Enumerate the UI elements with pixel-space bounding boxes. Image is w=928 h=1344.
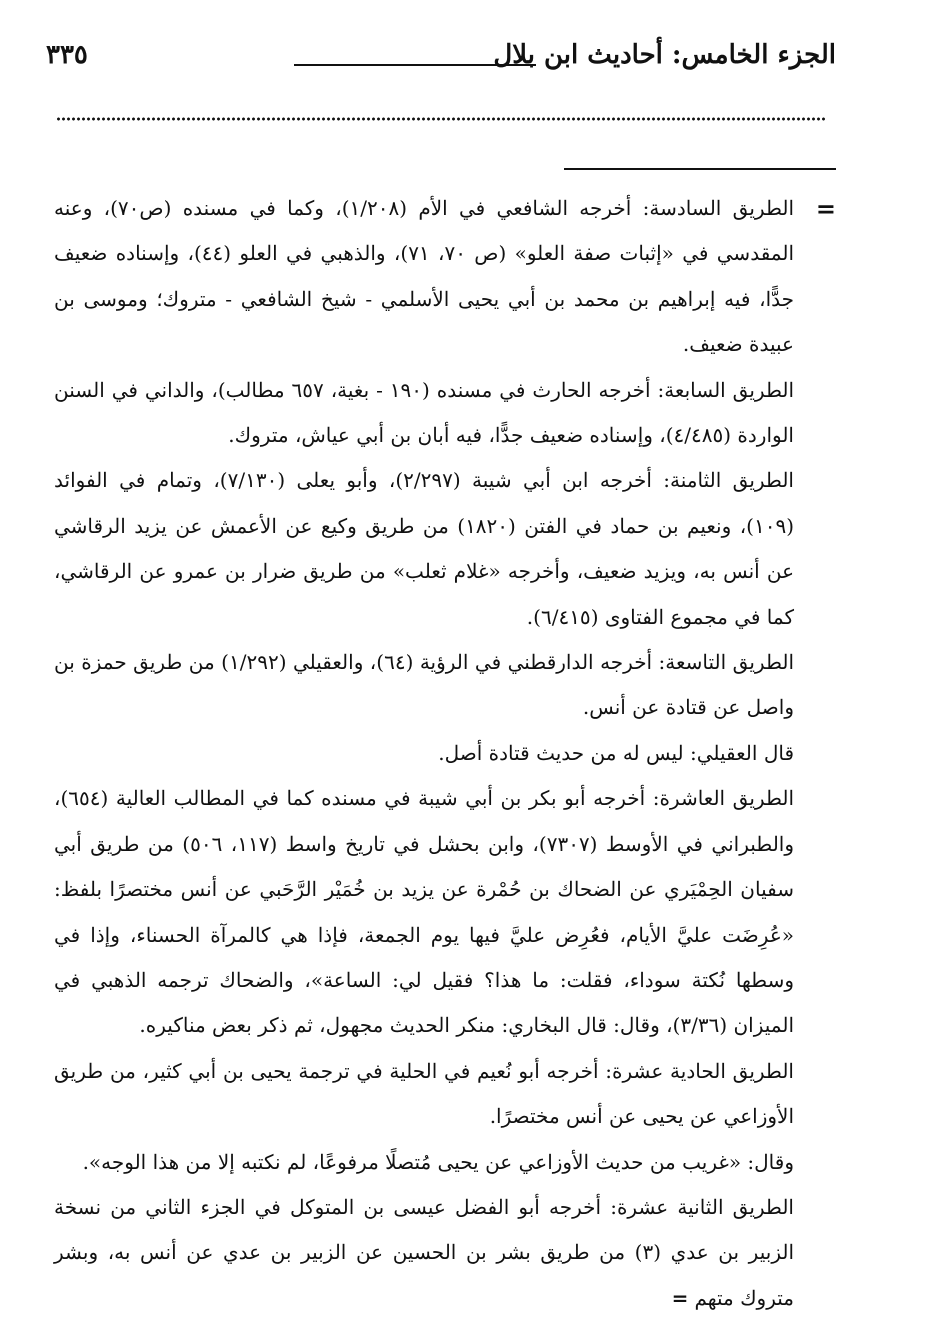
paragraph-way-11: الطريق الحادية عشرة: أخرجه أبو نُعيم في الحلية في ترجمة يحيى بن أبي كثير، من طريق الأوزاعي عن يحيى عن أنس مختصرًا. — [54, 1058, 794, 1129]
paragraph-way-12 — [54, 1185, 794, 1321]
header-rule — [294, 64, 536, 66]
continuation-mark: = — [815, 194, 836, 223]
paragraph-way-6: الطريق السادسة: أخرجه الشافعي في الأم (١/٢٠٨)، وكما في مسنده (ص٧٠)، وعنه المقدسي في «إثبات صفة العلو» (ص ٧٠، ٧١)، والذهبي في العلو (٤٤)، وإسناده ضعيف جدًّا، فيه إبراهيم بن محمد بن أبي يحيى الأسلمي - شيخ الشافعي - متروك؛ وموسى بن عبيدة ضعيف. — [54, 196, 795, 357]
paragraph-way-10: الطريق العاشرة: أخرجه أبو بكر بن أبي شيبة في مسنده كما في المطالب العالية (٦٥٤)، والطبراني في الأوسط (٧٣٠٧)، وابن بحشل في تاريخ واسط (١١٧، ٥٠٦) من طريق أبي سفيان الحِمْيَري عن الضحاك بن حُمْرة عن يزيد بن خُمَيْر الرَّحَبي عن أنس مختصرًا بلفظ: «عُرِضَت عليَّ الأيام، فعُرِض عليَّ فيها يوم الجمعة، فإذا هي كالمرآة الحسناء، وإذا في وسطها نُكتة سوداء، فقلت: ما هذا؟ فقيل لي: الساعة»، والضحاك ترجمه الذهبي في الميزان (٣/٣٦)، وقال: قال البخاري: منكر الحديث مجهول، ثم ذكر بعض مناكيره. — [54, 786, 795, 1038]
paragraph-uqayli-comment: قال العقيلي: ليس له من حديث قتادة أصل. — [438, 740, 794, 765]
paragraph-way-7: الطريق السابعة: أخرجه الحارث في مسنده (١٩٠ - بغية، ٦٥٧ مطالب)، والداني في السنن الواردة (٤/٤٨٥)، وإسناده ضعيف جدًّا، فيه أبان بن أبي عياش، متروك. — [54, 377, 794, 448]
paragraph-way-8: الطريق الثامنة: أخرجه ابن أبي شيبة (٢/٢٩٧)، وأبو يعلى (٧/١٣٠)، وتمام في الفوائد (١٠٩)، ونعيم بن حماد في الفتن (١٨٢٠) من طريق وكيع عن الأعمش عن يزيد الرقاشي عن أنس به، ويزيد ضعيف، وأخرجه «غلام ثعلب» من طريق ضرار بن عمرو عن الرقاشي، كما في مجموع الفتاوى (٦/٤١٥). — [54, 468, 794, 629]
page-header — [46, 36, 836, 84]
paragraph-abu-nuaym-comment: وقال: «غريب من حديث الأوزاعي عن يحيى مُتصلًا مرفوعًا، لم نكتبه إلا من هذا الوجه». — [82, 1149, 794, 1174]
running-title: الجزء الخامس: أحاديث ابن بلال — [493, 40, 836, 70]
footnote-text — [54, 186, 794, 1321]
paragraph-way-9: الطريق التاسعة: أخرجه الدارقطني في الرؤية (٦٤)، والعقيلي (١/٢٩٢) من طريق حمزة بن واصل عن قتادة عن أنس. — [54, 650, 794, 720]
paragraph-way-12-text: الطريق الثانية عشرة: أخرجه أبو الفضل عيسى بن المتوكل في الجزء الثاني من نسخة الزبير بن عدي (٣) من طريق بشر بن الحسين عن الزبير بن عدي عن أنس به، وبشر متروك متهم — [54, 1194, 795, 1310]
page-number: ٣٣٥ — [46, 40, 88, 70]
footnote-rule — [564, 168, 836, 170]
dotted-separator — [56, 116, 826, 128]
end-continuation-mark: = — [671, 1285, 689, 1310]
